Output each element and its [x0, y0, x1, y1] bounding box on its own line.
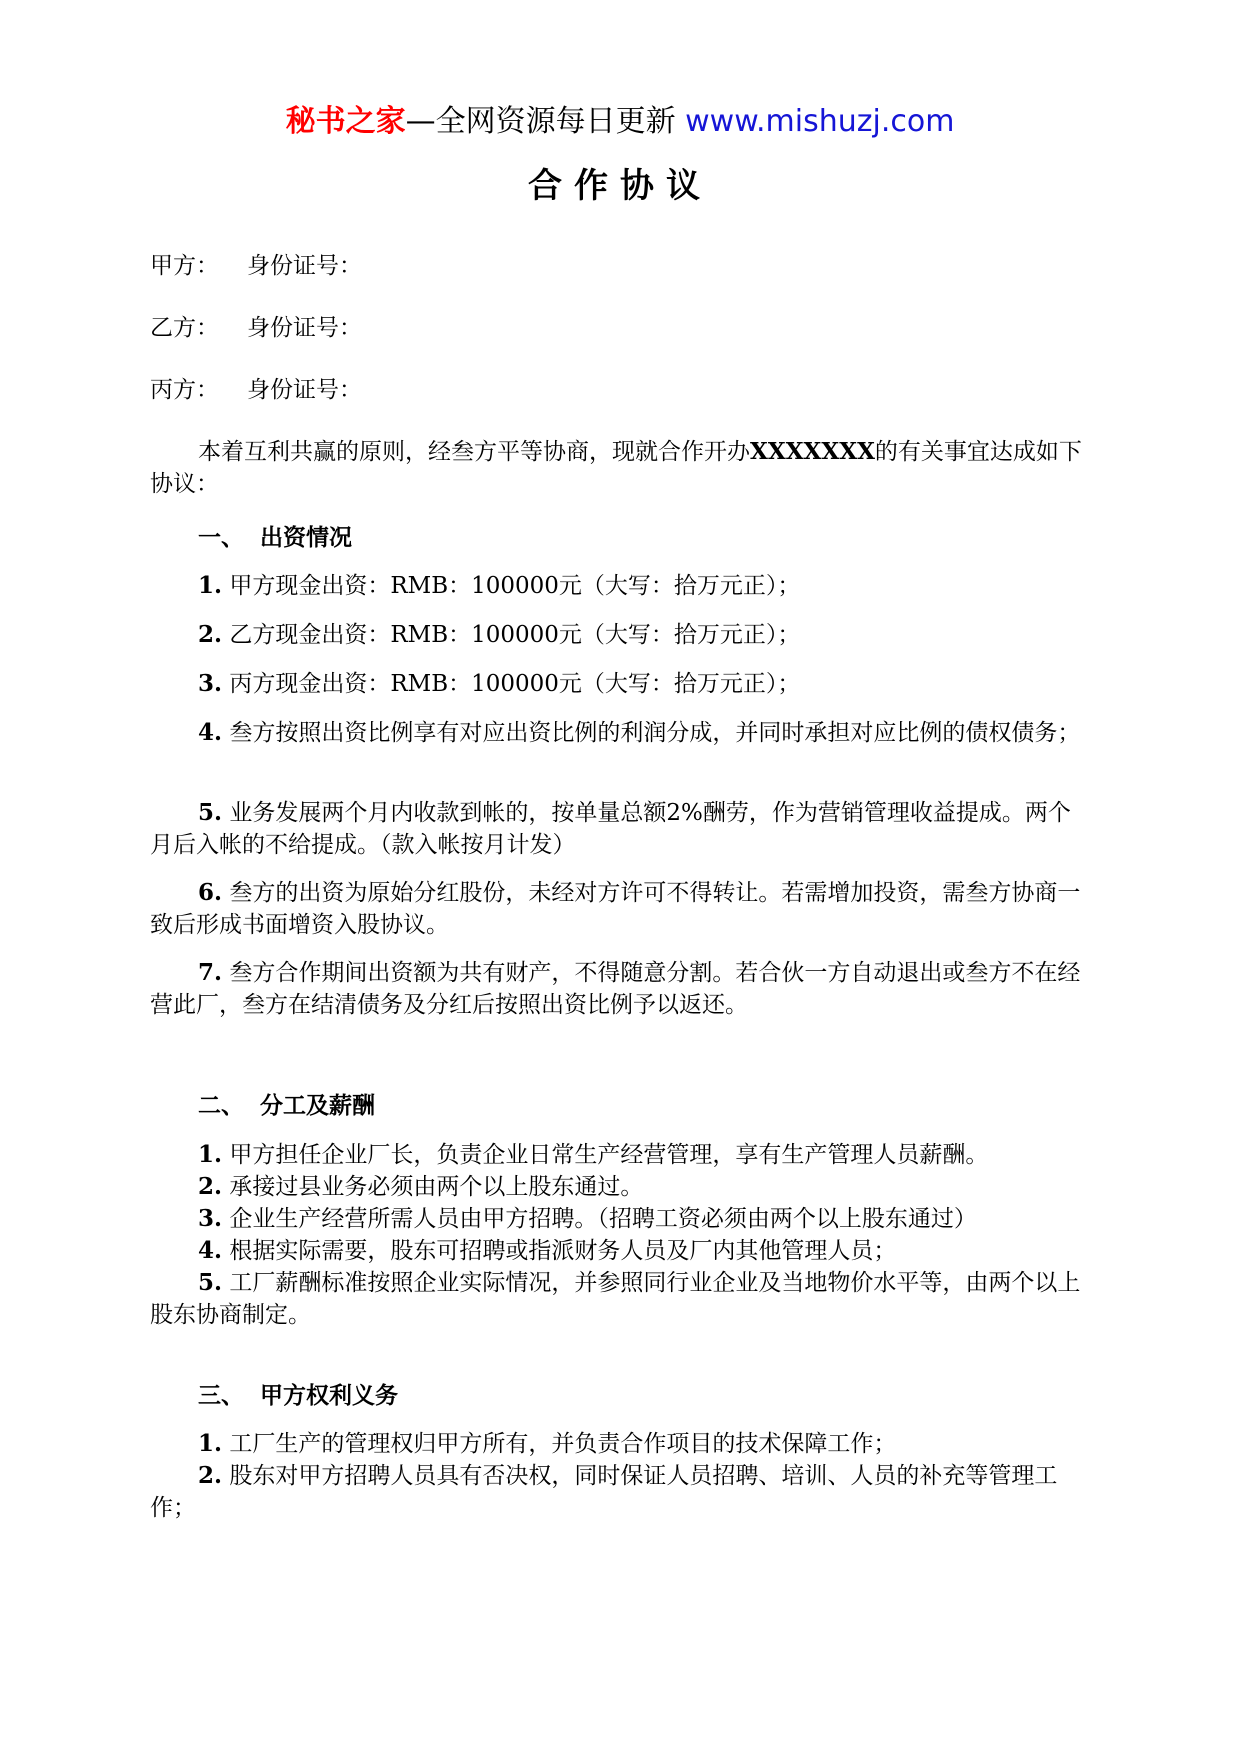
item-text: 工厂薪酬标准按照企业实际情况，并参照同行业企业及当地物价水平等，由两个以上股东协商制定。 [150, 1270, 1081, 1328]
party-b-id-label: 身份证号： [247, 315, 362, 341]
item-number: 2. [198, 621, 223, 648]
item-number: 5. [198, 1269, 223, 1296]
item-number: 3. [198, 1205, 223, 1232]
party-c-role: 丙方： [150, 377, 219, 403]
intro-text-before: 本着互利共赢的原则，经叁方平等协商，现就合作开办 [198, 439, 750, 465]
section-3-number: 三、 [198, 1382, 244, 1409]
item-text: 叁方合作期间出资额为共有财产，不得随意分割。若合伙一方自动退出或叁方不在经营此厂，叁方在结清债务及分红后按照出资比例予以返还。 [150, 960, 1081, 1018]
item-number: 7. [198, 959, 223, 986]
section-1-item-4 [150, 717, 1090, 749]
party-c-line [150, 374, 362, 406]
site-banner [0, 100, 1240, 144]
section-3-title: 甲方权利义务 [260, 1382, 398, 1409]
party-a-id-label: 身份证号： [247, 253, 362, 279]
section-2-heading [198, 1090, 375, 1122]
item-number: 5. [198, 799, 223, 826]
section-2-item-5 [150, 1267, 1090, 1331]
party-a-line [150, 250, 362, 282]
party-b-line [150, 312, 362, 344]
item-number: 1. [198, 572, 223, 599]
section-1-number: 一、 [198, 524, 244, 551]
item-number: 4. [198, 1237, 223, 1264]
item-number: 6. [198, 879, 223, 906]
item-number: 2. [198, 1462, 223, 1489]
section-1-item-7 [150, 957, 1090, 1021]
item-text: 业务发展两个月内收款到帐的，按单量总额2%酬劳，作为营销管理收益提成。两个月后入帐的不给提成。（款入帐按月计发） [150, 800, 1071, 858]
item-text: 甲方担任企业厂长，负责企业日常生产经营管理，享有生产管理人员薪酬。 [229, 1142, 989, 1168]
item-number: 1. [198, 1430, 223, 1457]
banner-url-link[interactable]: www.mishuzj.com [685, 104, 955, 139]
item-text: 甲方现金出资：RMB：100000元（大写：拾万元正）； [229, 573, 801, 599]
item-text: 乙方现金出资：RMB：100000元（大写：拾万元正）； [229, 622, 801, 648]
party-c-id-label: 身份证号： [247, 377, 362, 403]
section-3-item-2 [150, 1460, 1090, 1524]
section-2-item-3 [150, 1203, 1090, 1235]
section-1-title: 出资情况 [260, 524, 352, 551]
intro-text-after: 的有关事宜达成如下协议： [150, 439, 1082, 497]
item-text: 叁方的出资为原始分红股份，未经对方许可不得转让。若需增加投资，需叁方协商一致后形成书面增资入股协议。 [150, 880, 1081, 938]
section-1-item-3 [150, 668, 1090, 700]
section-2-item-2 [150, 1171, 1090, 1203]
intro-project-name: XXXXXXX [750, 438, 875, 465]
item-number: 1. [198, 1141, 223, 1168]
section-1-heading [198, 522, 352, 554]
item-number: 3. [198, 670, 223, 697]
item-text: 叁方按照出资比例享有对应出资比例的利润分成，并同时承担对应比例的债权债务； [229, 720, 1081, 746]
banner-brand: 秘书之家 [285, 104, 406, 139]
section-2-title: 分工及薪酬 [260, 1092, 375, 1119]
item-text: 工厂生产的管理权归甲方所有，并负责合作项目的技术保障工作； [229, 1431, 897, 1457]
section-3-heading [198, 1380, 398, 1412]
section-2-item-4 [150, 1235, 1090, 1267]
item-text: 承接过县业务必须由两个以上股东通过。 [229, 1174, 644, 1200]
banner-slogan: —全网资源每日更新 [405, 104, 676, 139]
item-text: 企业生产经营所需人员由甲方招聘。（招聘工资必须由两个以上股东通过） [229, 1206, 977, 1232]
section-2-number: 二、 [198, 1092, 244, 1119]
item-text: 股东对甲方招聘人员具有否决权，同时保证人员招聘、培训、人员的补充等管理工作； [150, 1463, 1058, 1521]
item-text: 丙方现金出资：RMB：100000元（大写：拾万元正）； [229, 671, 801, 697]
section-2-item-1 [150, 1139, 1090, 1171]
section-3-item-1 [150, 1428, 1090, 1460]
section-1-item-5 [150, 797, 1090, 861]
party-a-role: 甲方： [150, 253, 219, 279]
section-1-item-1 [150, 570, 1090, 602]
party-b-role: 乙方： [150, 315, 219, 341]
item-number: 2. [198, 1173, 223, 1200]
section-1-item-6 [150, 877, 1090, 941]
item-text: 根据实际需要，股东可招聘或指派财务人员及厂内其他管理人员； [229, 1238, 897, 1264]
item-number: 4. [198, 719, 223, 746]
intro-paragraph [150, 436, 1090, 500]
document-title: 合作协议 [528, 166, 712, 206]
section-1-item-2 [150, 619, 1090, 651]
